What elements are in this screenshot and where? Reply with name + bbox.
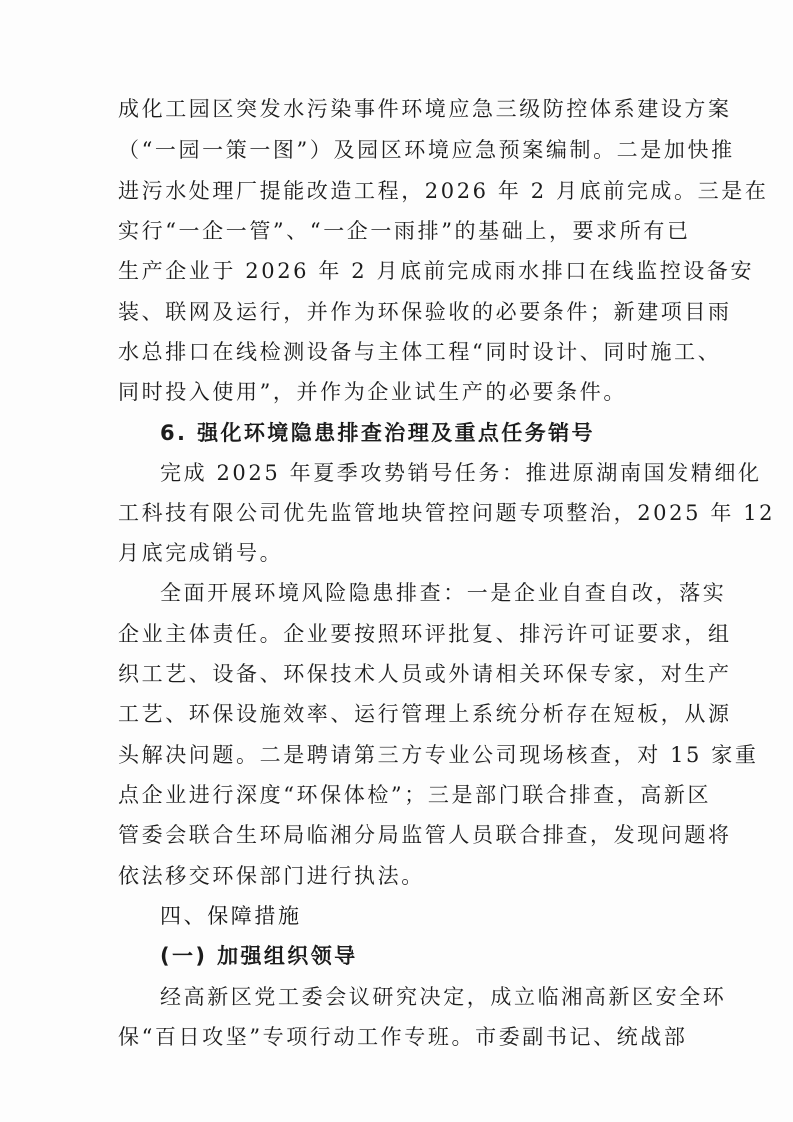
text-line: 管委会联合生环局临湘分局监管人员联合排查，发现问题将 [118, 823, 732, 847]
section-heading-4: 四、保障措施 [160, 904, 302, 928]
text-line: 水总排口在线检测设备与主体工程“同时设计、同时施工、 [118, 340, 722, 364]
text-line: 全面开展环境风险隐患排查：一是企业自查自改，落实 [160, 581, 727, 605]
text-line: 同时投入使用”，并作为企业试生产的必要条件。 [118, 380, 627, 404]
text-line: 经高新区党工委会议研究决定，成立临湘高新区安全环 [160, 985, 727, 1009]
text-line: 装、联网及运行，并作为环保验收的必要条件；新建项目雨 [118, 300, 732, 324]
text-line: 头解决问题。二是聘请第三方专业公司现场核查，对 15 家重 [118, 743, 759, 767]
text-line: 进污水处理厂提能改造工程，2026 年 2 月底前完成。三是在 [118, 179, 769, 203]
text-line: 生产企业于 2026 年 2 月底前完成雨水排口在线监控设备安 [118, 259, 755, 283]
text-line: 成化工园区突发水污染事件环境应急三级防控体系建设方案 [118, 97, 732, 121]
subsection-heading-1: (一) 加强组织领导 [160, 944, 358, 968]
text-line: 实行“一企一管”、“一企一雨排”的基础上，要求所有已 [118, 219, 691, 243]
text-line: 工艺、环保设施效率、运行管理上系统分析存在短板，从源 [118, 702, 732, 726]
text-line: 工科技有限公司优先监管地块管控问题专项整治，2025 年 12 [118, 501, 776, 525]
text-line: （“一园一策一图”）及园区环境应急预案编制。二是加快推 [118, 138, 735, 162]
text-line: 依法移交环保部门进行执法。 [118, 864, 425, 888]
text-line: 企业主体责任。企业要按照环评批复、排污许可证要求，组 [118, 622, 732, 646]
text-line: 织工艺、设备、环保技术人员或外请相关环保专家，对生产 [118, 662, 732, 686]
text-line: 月底完成销号。 [118, 541, 284, 565]
text-line: 保“百日攻坚”专项行动工作专班。市委副书记、统战部 [118, 1025, 688, 1049]
section-heading-6: 6. 强化环境隐患排查治理及重点任务销号 [160, 421, 595, 445]
text-line: 点企业进行深度“环保体检”；三是部门联合排查，高新区 [118, 783, 712, 807]
text-line: 完成 2025 年夏季攻势销号任务：推进原湖南国发精细化 [160, 461, 762, 485]
